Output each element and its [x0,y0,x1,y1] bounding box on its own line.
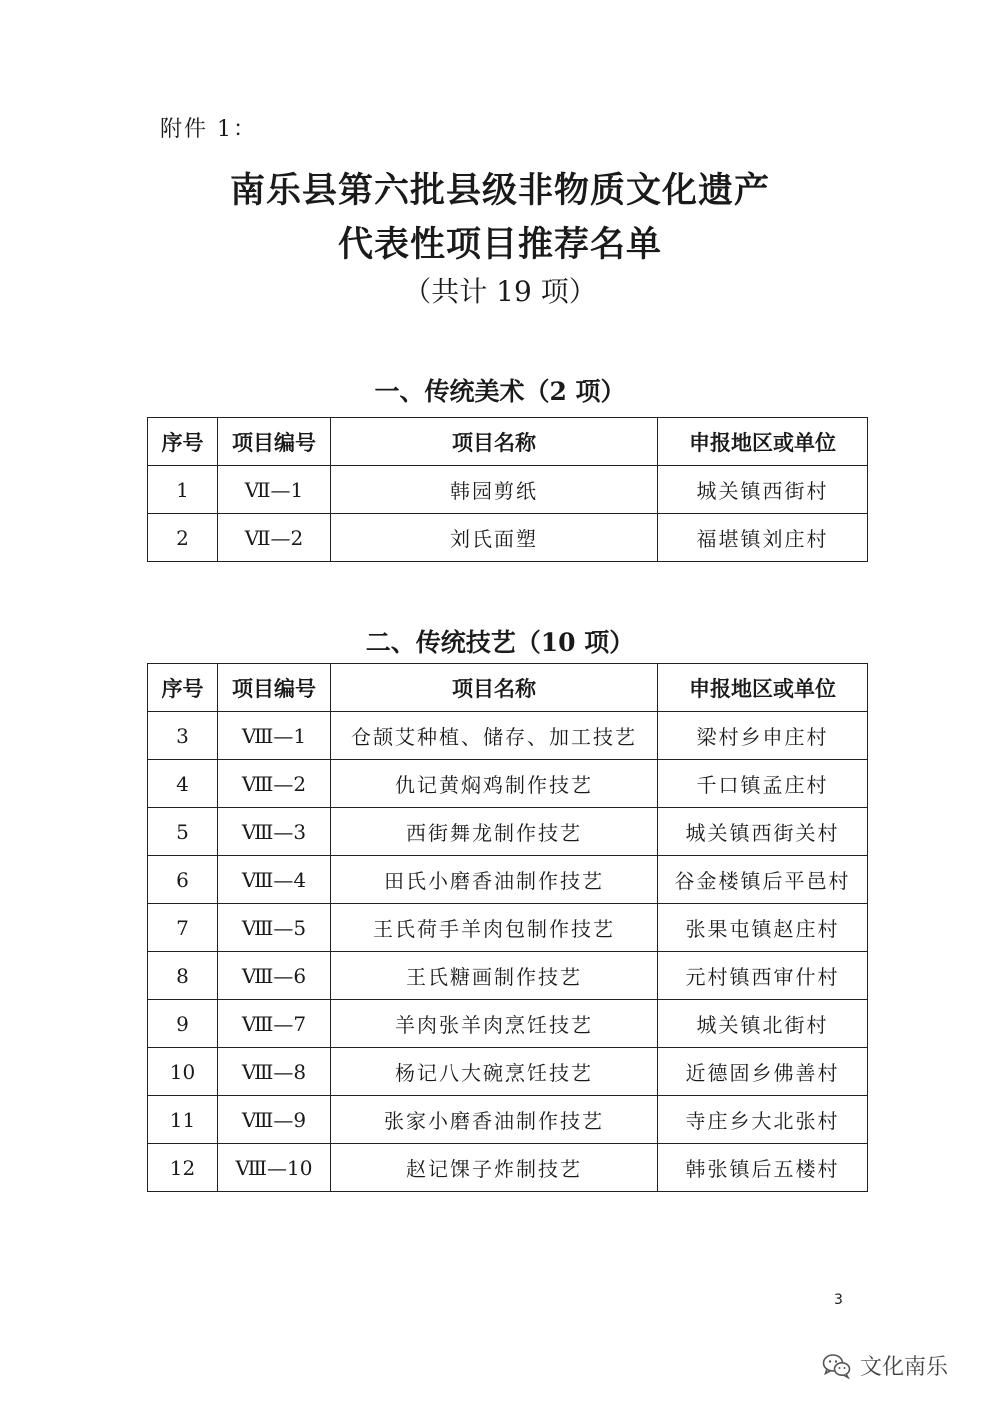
table-row [148,856,868,904]
traditional-craft-table [147,663,868,1192]
row-name: 刘氏面塑 [331,514,658,562]
row-code: Ⅷ—3 [218,808,331,856]
watermark-text: 文化南乐 [860,1355,949,1380]
row-code: Ⅷ—9 [218,1096,331,1144]
row-unit: 梁村乡申庄村 [658,712,868,760]
traditional-art-table [147,417,868,562]
row-name: 西街舞龙制作技艺 [331,808,658,856]
table-row [148,1096,868,1144]
traditional-craft-rows [148,712,868,1192]
row-unit: 张果屯镇赵庄村 [658,904,868,952]
section-title-traditional-art: 一、传统美术（2 项） [374,377,626,406]
header-seq: 序号 [148,418,218,466]
table-row [148,760,868,808]
table-row [148,952,868,1000]
row-seq: 1 [148,466,218,514]
section-title-traditional-craft: 二、传统技艺（10 项） [365,628,635,657]
row-unit: 千口镇孟庄村 [658,760,868,808]
document-title-line1: 南乐县第六批县级非物质文化遗产 [229,171,770,211]
row-seq: 5 [148,808,218,856]
row-code: Ⅷ—1 [218,712,331,760]
row-name: 赵记馃子炸制技艺 [331,1144,658,1192]
table-row [148,712,868,760]
row-unit: 近德固乡佛善村 [658,1048,868,1096]
row-code: Ⅷ—5 [218,904,331,952]
row-code: Ⅶ—1 [218,466,331,514]
row-seq: 11 [148,1096,218,1144]
table-row [148,514,868,562]
row-code: Ⅷ—2 [218,760,331,808]
row-unit: 城关镇西街关村 [658,808,868,856]
header-name: 项目名称 [331,418,658,466]
page-number: 3 [834,1292,843,1308]
header-code: 项目编号 [218,664,331,712]
row-code: Ⅷ—10 [218,1144,331,1192]
wechat-icon [822,1353,852,1379]
row-seq: 12 [148,1144,218,1192]
row-code: Ⅷ—7 [218,1000,331,1048]
header-unit: 申报地区或单位 [658,418,868,466]
row-seq: 2 [148,514,218,562]
row-seq: 10 [148,1048,218,1096]
row-unit: 城关镇西街村 [658,466,868,514]
table-row [148,466,868,514]
row-unit: 元村镇西审什村 [658,952,868,1000]
row-name: 仇记黄焖鸡制作技艺 [331,760,658,808]
row-seq: 4 [148,760,218,808]
header-unit: 申报地区或单位 [658,664,868,712]
table-row [148,1144,868,1192]
row-seq: 7 [148,904,218,952]
header-name: 项目名称 [331,664,658,712]
row-name: 田氏小磨香油制作技艺 [331,856,658,904]
table-header-row [148,664,868,712]
header-code: 项目编号 [218,418,331,466]
row-name: 韩园剪纸 [331,466,658,514]
row-name: 王氏荷手羊肉包制作技艺 [331,904,658,952]
watermark [822,1350,948,1381]
table-row [148,1048,868,1096]
traditional-art-rows [148,466,868,562]
table-header-row [148,418,868,466]
table-row [148,904,868,952]
row-code: Ⅷ—8 [218,1048,331,1096]
document-title-count: （共计 19 项） [403,275,597,308]
attachment-label: 附件 1： [160,117,257,142]
row-code: Ⅷ—4 [218,856,331,904]
row-name: 羊肉张羊肉烹饪技艺 [331,1000,658,1048]
row-name: 张家小磨香油制作技艺 [331,1096,658,1144]
row-unit: 寺庄乡大北张村 [658,1096,868,1144]
row-unit: 谷金楼镇后平邑村 [658,856,868,904]
row-name: 杨记八大碗烹饪技艺 [331,1048,658,1096]
row-seq: 8 [148,952,218,1000]
row-seq: 9 [148,1000,218,1048]
row-unit: 城关镇北街村 [658,1000,868,1048]
header-seq: 序号 [148,664,218,712]
row-code: Ⅷ—6 [218,952,331,1000]
row-code: Ⅶ—2 [218,514,331,562]
row-unit: 福堪镇刘庄村 [658,514,868,562]
row-unit: 韩张镇后五楼村 [658,1144,868,1192]
row-seq: 3 [148,712,218,760]
table-row [148,808,868,856]
document-title-line2: 代表性项目推荐名单 [337,225,662,265]
row-name: 仓颉艾种植、储存、加工技艺 [331,712,658,760]
row-name: 王氏糖画制作技艺 [331,952,658,1000]
row-seq: 6 [148,856,218,904]
table-row [148,1000,868,1048]
